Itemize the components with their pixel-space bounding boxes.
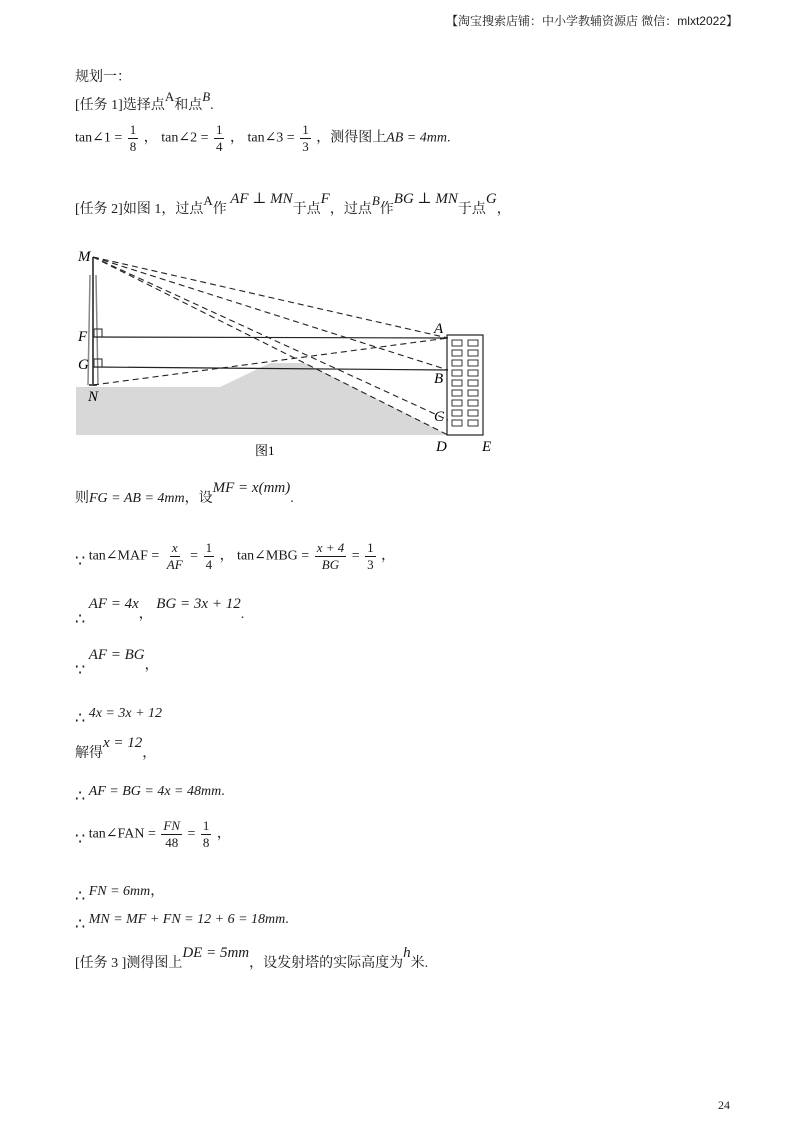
- af-equals-4x: AF = 4x: [88, 596, 139, 612]
- step2-line: [75, 540, 395, 573]
- task3-line: [75, 945, 429, 972]
- task1-line: [75, 89, 214, 114]
- task2-end: ，: [496, 202, 511, 217]
- task3-end: 米.: [410, 956, 429, 971]
- tan3-lhs: ， tan∠3 =: [229, 130, 295, 146]
- tan1-lhs: tan∠1 =: [75, 130, 123, 146]
- building: [447, 335, 483, 435]
- task2-zuo2: 作: [379, 202, 394, 217]
- step10-end: .: [285, 912, 289, 927]
- step8-line: [75, 818, 231, 851]
- label-e: E: [482, 439, 492, 455]
- therefore-symbol-5: ∴: [75, 916, 86, 933]
- label-a: A: [434, 321, 444, 337]
- step7-end: .: [221, 784, 225, 799]
- tower: [88, 257, 98, 385]
- tan-mbg-lhs: ， tan∠MBG =: [219, 548, 310, 564]
- tan-fan-value: $\frac{1}{8}$: [202, 818, 210, 850]
- step3-end: .: [240, 607, 245, 622]
- height-h: h: [403, 945, 411, 961]
- task2-yudian2: 于点: [457, 202, 486, 217]
- tan-maf-fraction: $\frac{x}{AF}$: [166, 540, 183, 572]
- tan-fan-fraction: $\frac{FN}{48}$: [163, 818, 181, 850]
- figure-1: [70, 245, 510, 460]
- task2-guodian: ，过点: [329, 202, 372, 217]
- task2-point-a: A: [203, 193, 213, 208]
- because-symbol-3: ∵: [75, 830, 86, 848]
- tan-fan-lhs: tan∠FAN =: [88, 826, 156, 842]
- de-equals-5: DE = 5mm: [182, 945, 250, 961]
- figure-caption: 图1: [255, 443, 275, 458]
- label-b: B: [434, 371, 444, 387]
- label-m: M: [78, 249, 91, 265]
- tan-fan-eq: =: [187, 826, 196, 842]
- task2-point-g: G: [485, 191, 497, 207]
- step3-line: [75, 596, 245, 628]
- plan-title: 规划一：: [75, 70, 131, 85]
- tan-line: [75, 122, 450, 155]
- fg-equals-ab: FG = AB = 4mm: [89, 491, 185, 506]
- step10-line: [75, 908, 289, 933]
- therefore-symbol-4: ∴: [75, 888, 86, 905]
- step8-end: ，: [216, 826, 231, 842]
- page-number: 24: [718, 1098, 730, 1112]
- point-a-label: A: [164, 89, 175, 104]
- fn-equals-6: FN = 6mm: [88, 884, 151, 899]
- right-angle-f: [94, 329, 102, 337]
- step3-mid: ，: [138, 607, 153, 622]
- step4-end: ，: [144, 658, 159, 673]
- tan-tail-end: .: [446, 130, 451, 146]
- because-symbol-2: ∵: [75, 662, 86, 679]
- tan-maf-eq: =: [190, 548, 199, 564]
- task2-line: [75, 191, 511, 218]
- perp-af-mn: AF ⊥ MN: [230, 191, 293, 207]
- af-bg-48: AF = BG = 4x = 48mm: [88, 784, 222, 799]
- point-b-label: B: [202, 89, 211, 104]
- x-equals-12: x = 12: [103, 735, 143, 751]
- equation-4x: 4x = 3x + 12: [88, 706, 163, 721]
- step9-line: [75, 880, 165, 905]
- step1-prefix: 则: [75, 491, 89, 506]
- label-f: F: [78, 329, 88, 345]
- tan-mbg-fraction: $\frac{x + 4}{BG}$: [316, 540, 345, 572]
- task3-mid: ，设发射塔的实际高度为: [249, 956, 404, 971]
- label-d: D: [436, 439, 447, 455]
- step9-end: ，: [150, 884, 165, 899]
- tan-mbg-value: $\frac{1}{3}$: [367, 540, 374, 572]
- step6-end: ，: [142, 746, 157, 761]
- tan2-fraction: $\frac{1}{4}$: [215, 122, 223, 154]
- task3-prefix: [任务 3 ]测得图上: [75, 956, 183, 971]
- label-c: C: [434, 409, 445, 425]
- tan-maf-value: $\frac{1}{4}$: [205, 540, 213, 572]
- label-n: N: [88, 389, 99, 405]
- task2-point-f: F: [320, 191, 330, 207]
- label-g: G: [78, 357, 89, 373]
- task1-prefix: [任务 1]选择点: [75, 98, 165, 113]
- because-symbol: ∵: [75, 552, 86, 570]
- task1-end: .: [210, 98, 214, 113]
- page-header: 【淘宝搜索店铺：中小学教辅资源店 微信：mlxt2022】: [445, 14, 738, 28]
- step1-mid: ，设: [184, 491, 213, 506]
- task1-and: 和点: [174, 98, 203, 113]
- step6-line: [75, 735, 157, 762]
- mf-equals-x: MF = x(mm): [212, 480, 291, 496]
- step5-line: [75, 702, 163, 727]
- af-equals-bg: AF = BG: [88, 647, 145, 663]
- task2-point-b: B: [371, 193, 380, 208]
- ground-shape: [76, 363, 448, 435]
- task2-prefix: [任务 2]如图 1，过点: [75, 202, 204, 217]
- step6-prefix: 解得: [75, 746, 103, 761]
- tan-maf-lhs: tan∠MAF =: [88, 548, 160, 564]
- line-af: [93, 337, 448, 338]
- tan-mbg-eq: =: [351, 548, 360, 564]
- task2-yudian1: 于点: [292, 202, 321, 217]
- step1-line: [75, 480, 294, 507]
- task2-zuo1: 作: [212, 202, 227, 217]
- bg-equals-3x12: BG = 3x + 12: [156, 596, 241, 612]
- therefore-symbol-3: ∴: [75, 788, 86, 805]
- therefore-symbol-2: ∴: [75, 710, 86, 727]
- step4-line: [75, 647, 159, 679]
- step1-end: .: [290, 491, 294, 506]
- tan1-fraction: $\frac{1}{8}$: [129, 122, 137, 154]
- tan3-fraction: $\frac{1}{3}$: [302, 122, 309, 154]
- mn-equals-18: MN = MF + FN = 12 + 6 = 18mm: [88, 912, 286, 927]
- ab-measure: AB = 4mm: [386, 130, 447, 146]
- tan-tail-text: ，测得图上: [316, 130, 387, 146]
- step2-end: ，: [381, 548, 396, 564]
- therefore-symbol: ∴: [75, 611, 86, 628]
- step7-line: [75, 780, 225, 805]
- tan2-lhs: ， tan∠2 =: [143, 130, 209, 146]
- perp-bg-mn: BG ⊥ MN: [393, 191, 458, 207]
